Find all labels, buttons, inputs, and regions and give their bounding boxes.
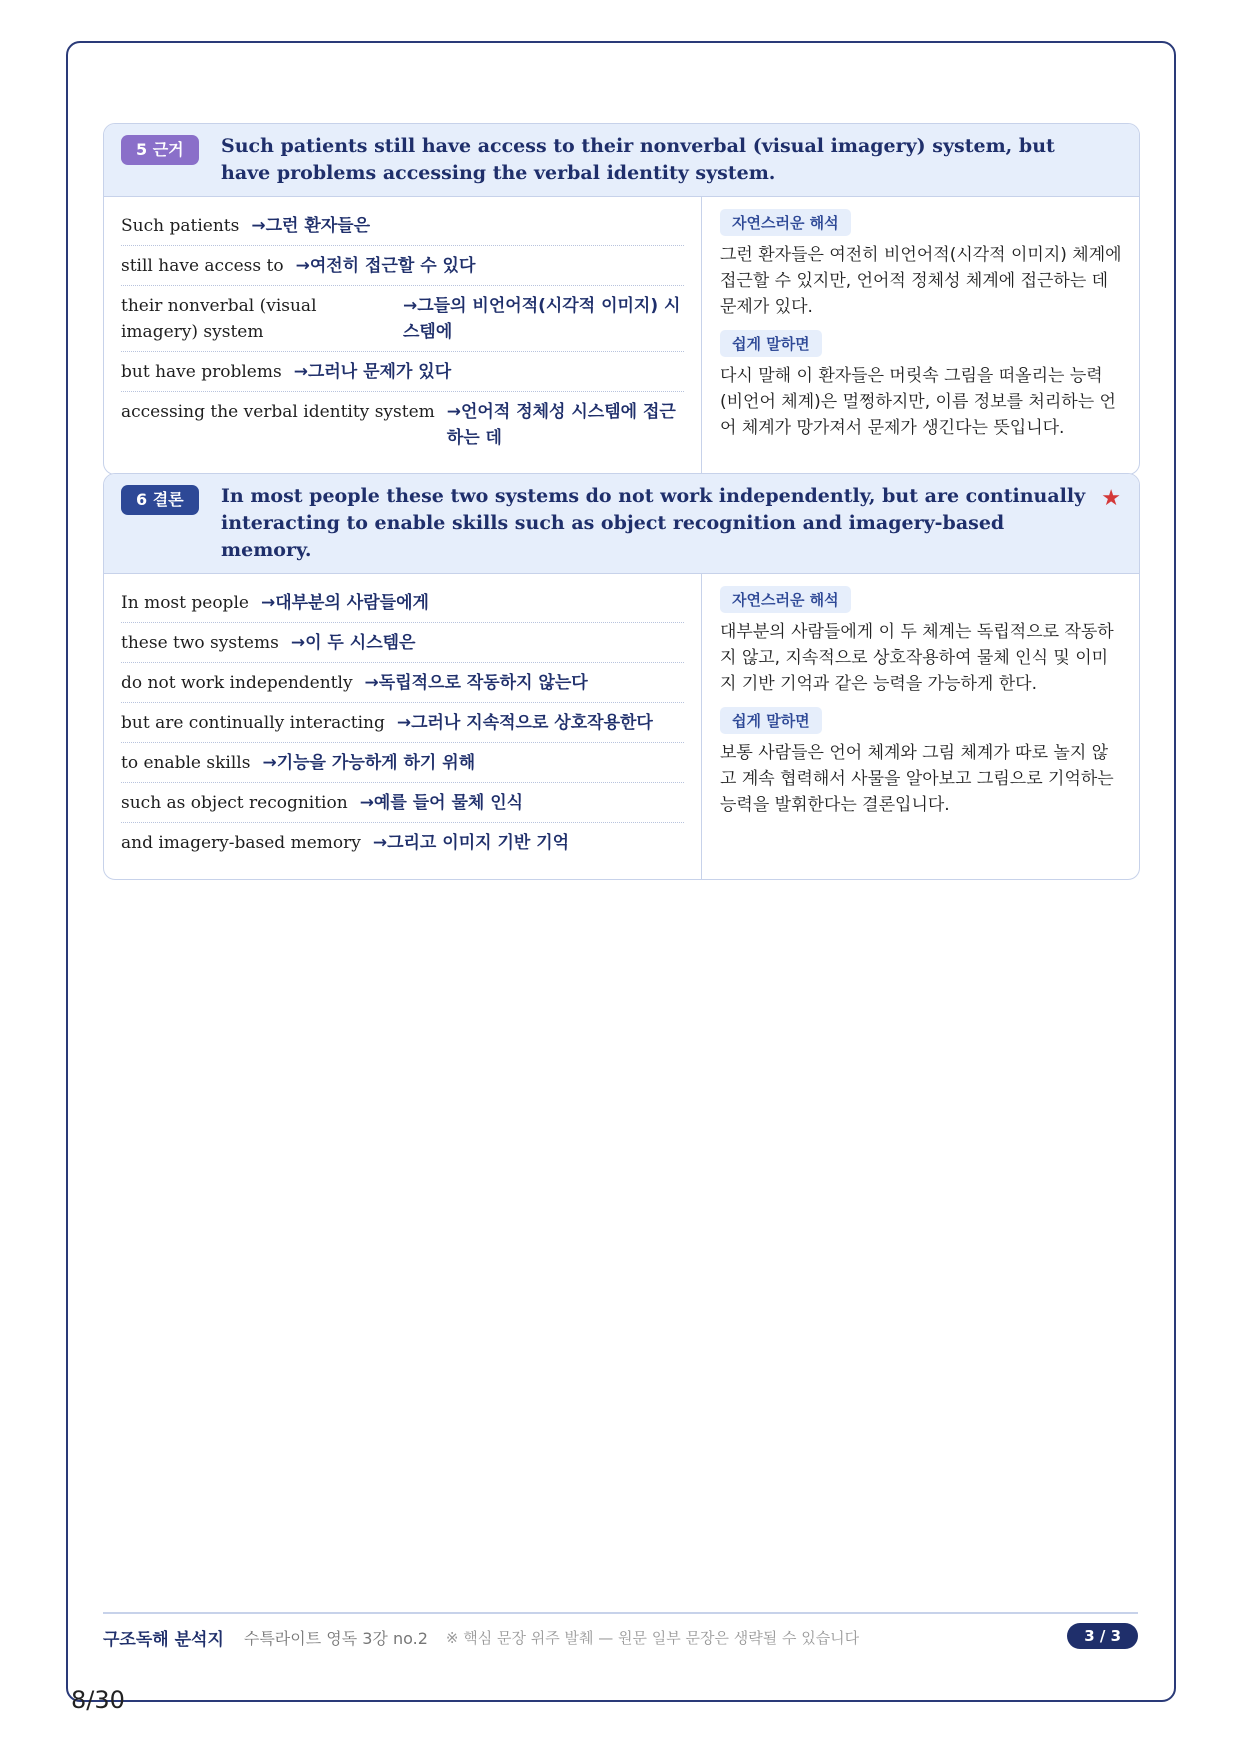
sentence-text: In most people these two systems do not work independently, but are continually interacting to enable skills such as object recognition and imagery-based memory. [221,485,1086,561]
chunk-korean: →그리고 이미지 기반 기억 [372,833,570,853]
sentence-text: Such patients still have access to their nonverbal (visual imagery) system, but have problems accessing the verbal identity system. [221,135,1055,184]
chunk-english: do not work independently [121,673,353,693]
chunk-english: but have problems [121,362,282,382]
chunk-english: and imagery-based memory [121,833,361,853]
chunk-row [121,626,684,663]
chunk-row [121,395,684,457]
chunk-english: to enable skills [121,753,251,773]
sentence-block-5 [103,123,1140,475]
natural-translation-tag: 자연스러운 해석 [720,209,851,236]
badge-conclusion: 6 결론 [121,485,199,515]
page-indicator: 3 / 3 [1067,1623,1138,1649]
chunk-english: Such patients [121,216,240,236]
chunk-row [121,586,684,623]
footer-note: ※ 핵심 문장 위주 발췌 — 원문 일부 문장은 생략될 수 있습니다 [445,1628,860,1647]
chunk-row [121,355,684,392]
chunk-korean: →기능을 가능하게 하기 위해 [262,753,476,773]
block-header [104,474,1139,574]
chunk-english: their nonverbal (visual imagery) system [121,296,317,342]
natural-translation-tag: 자연스러운 해석 [720,586,851,613]
chunk-list [104,197,702,474]
badge-evidence: 5 근거 [121,135,199,165]
chunk-english: In most people [121,593,249,613]
easy-explanation-tag: 쉽게 말하면 [720,330,822,357]
chunk-english: still have access to [121,256,284,276]
chunk-row [121,249,684,286]
footer-title: 구조독해 분석지 [103,1629,224,1650]
chunk-korean: →그러나 지속적으로 상호작용한다 [396,713,653,733]
translation-panel [702,574,1139,879]
chunk-english: such as object recognition [121,793,348,813]
chunk-korean: →대부분의 사람들에게 [260,593,429,613]
chunk-english: these two systems [121,633,279,653]
easy-explanation-text: 다시 말해 이 환자들은 머릿속 그림을 떠올리는 능력(비언어 체계)은 멀쩡하지만, 이름 정보를 처리하는 언어 체계가 망가져서 문제가 생긴다는 뜻입니다. [720,366,1116,438]
chunk-korean: →그런 환자들은 [251,216,371,236]
sentence-block-6 [103,473,1140,880]
footer-subtitle: 수특라이트 영독 3강 no.2 [243,1628,428,1648]
footer-divider [103,1612,1138,1614]
chunk-row [121,746,684,783]
chunk-korean: →이 두 시스템은 [290,633,416,653]
chunk-korean: →그러나 문제가 있다 [293,362,452,382]
footer [103,1620,1138,1654]
chunk-row [121,786,684,823]
chunk-list [104,574,702,879]
chunk-korean: →그들의 비언어적(시각적 이미지) 시스템에 [403,296,681,342]
natural-translation-text: 대부분의 사람들에게 이 두 체계는 독립적으로 작동하지 않고, 지속적으로 상호작용하여 물체 인식 및 이미지 기반 기억과 같은 능력을 가능하게 한다. [720,622,1114,694]
chunk-korean: →언어적 정체성 시스템에 접근하는 데 [446,402,676,448]
chunk-korean: →예를 들어 물체 인식 [359,793,524,813]
easy-explanation-text: 보통 사람들은 언어 체계와 그림 체계가 따로 놀지 않고 계속 협력해서 사물을 알아보고 그림으로 기억하는 능력을 발휘한다는 결론입니다. [720,743,1114,815]
chunk-english: accessing the verbal identity system [121,402,435,422]
chunk-row [121,706,684,743]
easy-explanation-tag: 쉽게 말하면 [720,707,822,734]
translation-panel [702,197,1139,474]
chunk-row [121,666,684,703]
chunk-row [121,209,684,246]
chunk-row [121,289,684,352]
chunk-row [121,826,684,862]
star-icon: ★ [1101,486,1121,511]
page-counter: 8/30 [71,1686,125,1714]
chunk-korean: →독립적으로 작동하지 않는다 [364,673,588,693]
block-header [104,124,1139,197]
chunk-english: but are continually interacting [121,713,385,733]
chunk-korean: →여전히 접근할 수 있다 [295,256,476,276]
natural-translation-text: 그런 환자들은 여전히 비언어적(시각적 이미지) 체계에 접근할 수 있지만, 언어적 정체성 체계에 접근하는 데 문제가 있다. [720,245,1122,317]
